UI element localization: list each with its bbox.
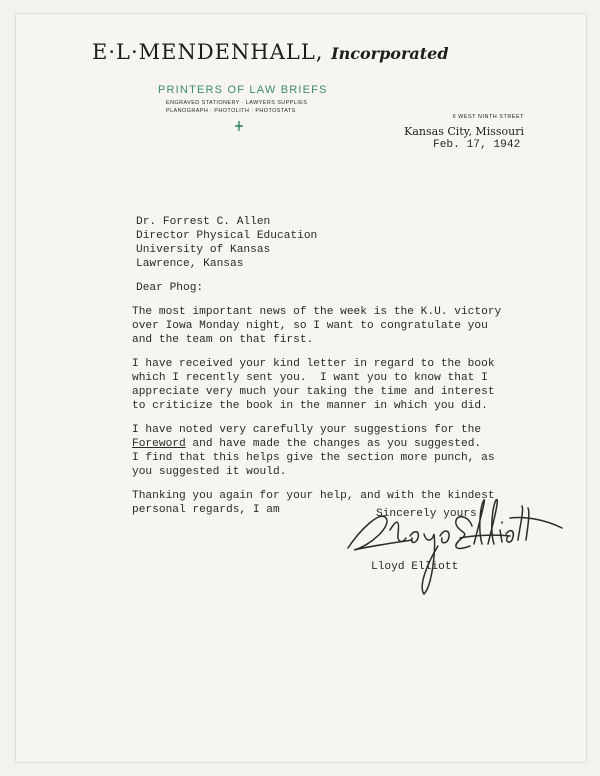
company-suffix: Incorporated (331, 44, 449, 63)
body-line: which I recently sent you. I want you to know that I (132, 372, 488, 384)
company-services-line-1: ENGRAVED STATIONERY · LAWYERS SUPPLIES (166, 100, 308, 106)
recipient-institution: University of Kansas (136, 244, 271, 256)
body-line: I find that this helps give the section more punch, as (132, 452, 495, 464)
company-city: Kansas City, Missouri (404, 125, 524, 138)
recipient-title: Director Physical Education (136, 230, 318, 242)
body-line: Thanking you again for your help, and with the kindest (132, 490, 495, 502)
body-line-rest: and have made the changes as you suggested. (185, 438, 482, 450)
closing: Sincerely yours (376, 508, 477, 520)
body-line: The most important news of the week is the K.U. victory (132, 306, 502, 318)
foreword-underlined: Foreword (132, 438, 186, 450)
recipient-name: Dr. Forrest C. Allen (136, 216, 271, 228)
body-line: over Iowa Monday night, so I want to congratulate you (132, 320, 488, 332)
typed-signature: Lloyd Elliott (371, 561, 459, 573)
body-line: to criticize the book in the manner in which you did. (132, 400, 488, 412)
fleuron-icon (233, 120, 245, 132)
company-initials: E·L· (92, 40, 139, 64)
company-services-line-2: PLANOGRAPH · PHOTOLITH · PHOTOSTATS (166, 108, 296, 114)
handwritten-signature (340, 490, 570, 610)
body-line: appreciate very much your taking the time and interest (132, 386, 495, 398)
company-surname: MENDENHALL, (138, 40, 324, 64)
body-line: you suggested it would. (132, 466, 287, 478)
body-line: I have received your kind letter in regard to the book (132, 358, 495, 370)
company-tagline: PRINTERS OF LAW BRIEFS (158, 84, 328, 96)
recipient-location: Lawrence, Kansas (136, 258, 244, 270)
letter-date: Feb. 17, 1942 (433, 139, 521, 151)
body-line: personal regards, I am (132, 504, 280, 516)
body-line: I have noted very carefully your suggestions for the (132, 424, 482, 436)
company-street: 6 WEST NINTH STREET (452, 114, 524, 120)
body-line (132, 438, 481, 452)
company-name (92, 40, 449, 64)
salutation: Dear Phog: (136, 282, 204, 294)
body-line: and the team on that first. (132, 334, 314, 346)
